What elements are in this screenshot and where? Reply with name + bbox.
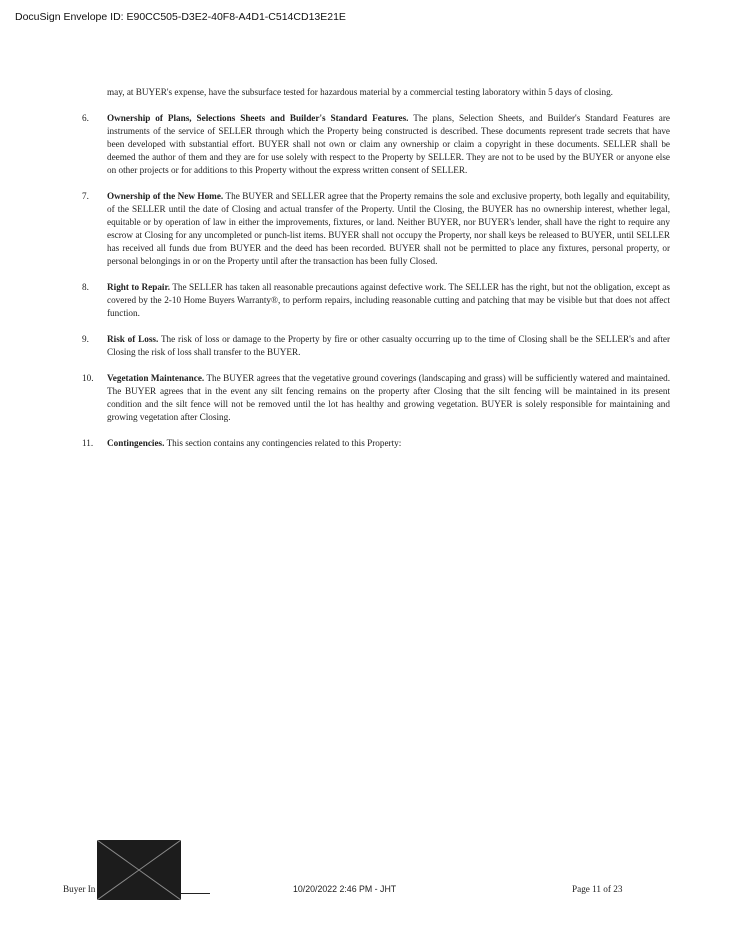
- section-text: The BUYER and SELLER agree that the Property remains the sole and exclusive property, both legally and equitability, of the SELLER until the date of Closing and actual transfer of the Property. Until the Closing, the BUYER has no ownership interest, whether legal, equitable or by operation of law in either the improvements, fixtures, or land. Neither BUYER, nor BUYER's lender, shall have the right to require any escrow at Closing for any uncompleted or punch-list items. BUYER shall not occupy the Property, nor shall keys be released to BUYER, until SELLER has received all funds due from BUYER and the deed has been recorded. BUYER shall not be permitted to place any fixtures, personal property, or personal belongings in or on the Property until after the transaction has been fully Closed.: [107, 191, 670, 266]
- section-heading: Ownership of the New Home.: [107, 191, 224, 201]
- section-number: 9.: [82, 334, 89, 344]
- signature-timestamp: 10/20/2022 2:46 PM - JHT: [293, 884, 397, 894]
- document-body: [82, 86, 670, 463]
- section-text: The SELLER has taken all reasonable precautions against defective work. The SELLER has the right, but not the obligation, except as covered by the 2-10 Home Buyers Warranty®, to perform repairs, including reasonable cutting and patching that may be visible but that does not affect function.: [107, 282, 670, 318]
- section-heading: Right to Repair.: [107, 282, 171, 292]
- buyer-initials-label: Buyer In: [63, 884, 96, 894]
- redaction-x-icon: [97, 840, 181, 900]
- section-heading: Risk of Loss.: [107, 334, 159, 344]
- section-8: [82, 281, 670, 320]
- docusign-envelope-id: DocuSign Envelope ID: E90CC505-D3E2-40F8-A4D1-C514CD13E21E: [15, 11, 346, 23]
- section-text: The plans, Selection Sheets, and Builder's Standard Features are instruments of the service of SELLER through which the Property being constructed is described. These documents represent trade secrets that have been developed with substantial effort. BUYER shall not own or claim any ownership or claim a copyright in these documents. SELLER shall be deemed the author of them and they are for use solely with respect to the Property by SELLER. They are not to be used by the BUYER or anyone else on other projects or for additions to this Property without the express written consent of SELLER.: [107, 113, 670, 175]
- section-7: [82, 190, 670, 268]
- redacted-initials-box: [97, 840, 181, 900]
- section-11: [82, 437, 670, 450]
- section-6: [82, 112, 670, 177]
- section-heading: Ownership of Plans, Selections Sheets and Builder's Standard Features.: [107, 113, 409, 123]
- section-heading: Contingencies.: [107, 438, 165, 448]
- section-text: The BUYER agrees that the vegetative ground coverings (landscaping and grass) will be sufficiently watered and maintained. The BUYER agrees that in the event any silt fencing remains on the property after Closing that the silt fencing will be maintained in its present condition and the silt fence will not be removed until the lot has healthy and growing vegetation. BUYER is solely responsible for maintaining and growing vegetation after Closing.: [107, 373, 670, 422]
- continued-paragraph: may, at BUYER's expense, have the subsurface tested for hazardous material by a commercial testing laboratory within 5 days of closing.: [107, 87, 613, 97]
- section-number: 11.: [82, 438, 94, 448]
- section-heading: Vegetation Maintenance.: [107, 373, 205, 383]
- section-number: 7.: [82, 191, 89, 201]
- page-number: Page 11 of 23: [572, 884, 623, 894]
- section-number: 10.: [82, 373, 94, 383]
- section-number: 6.: [82, 113, 89, 123]
- section-number: 8.: [82, 282, 89, 292]
- section-9: [82, 333, 670, 359]
- section-text: The risk of loss or damage to the Property by fire or other casualty occurring up to the time of Closing shall be the SELLER's and after Closing the risk of loss shall transfer to the BUYER.: [107, 334, 671, 357]
- section-text: This section contains any contingencies related to this Property:: [166, 438, 402, 448]
- section-10: [82, 372, 670, 424]
